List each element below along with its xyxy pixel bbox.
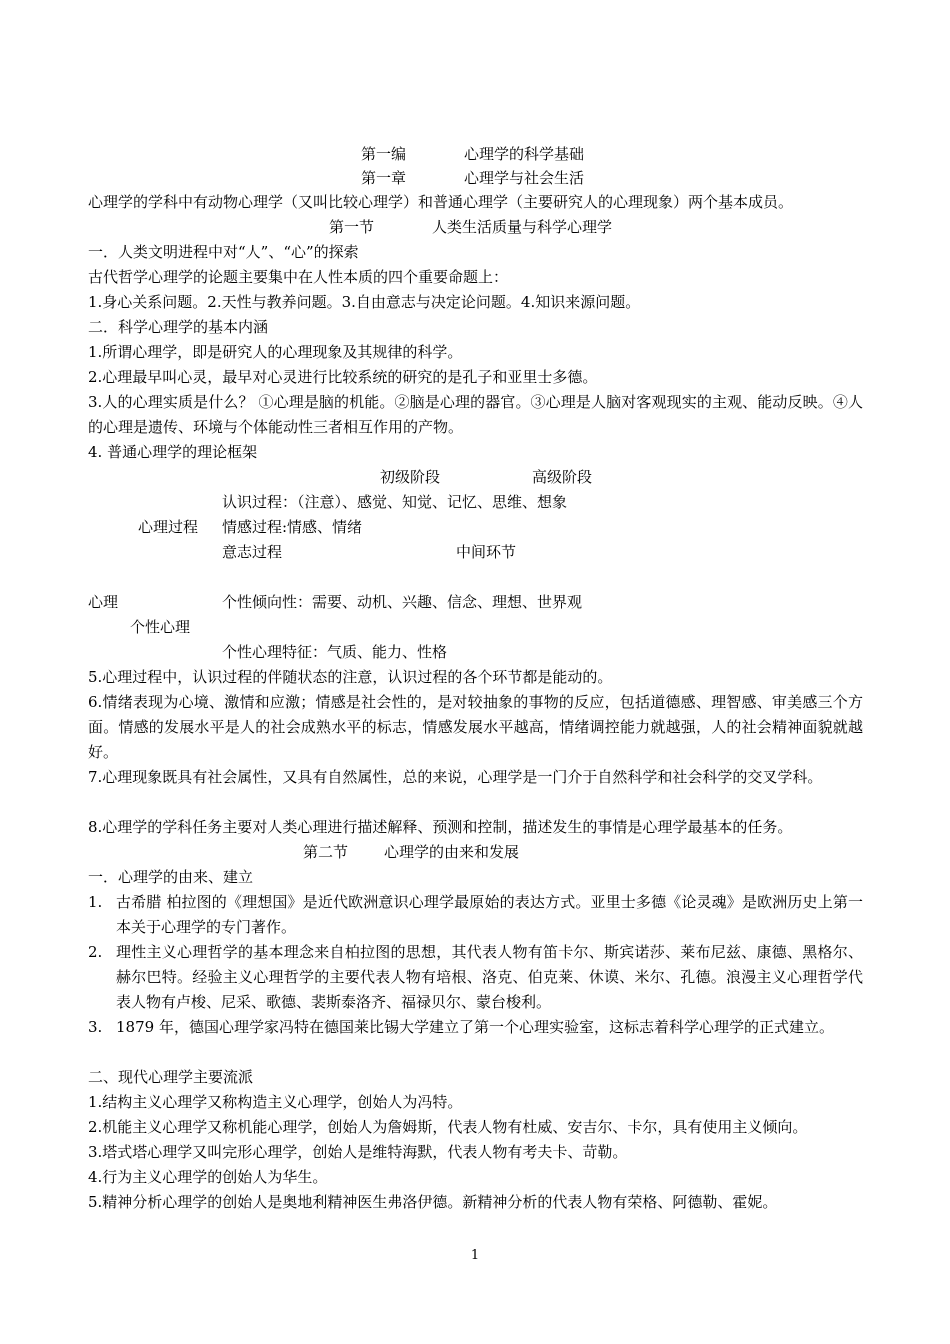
framework-middle-link: 中间环节 [456,543,517,561]
section1-part2-title: 二．科学心理学的基本内涵 [88,318,269,336]
list-item: 理性主义心理哲学的基本理念来自柏拉图的思想，其代表人物有笛卡尔、斯宾诺莎、莱布尼兹、康德、黑格尔、赫尔巴特。经验主义心理哲学的主要代表人物有培根、洛克、伯克莱、休谟、米尔、孔德。浪漫主义心理哲学代表人物有卢梭、尼采、歌德、裴斯泰洛齐、福禄贝尔、蒙台梭利。 [116,943,863,1011]
framework-primary-stage: 初级阶段 [380,468,441,486]
list-item-number: 2. [88,943,103,961]
section2-part1-title: 一．心理学的由来、建立 [88,868,254,886]
section1-label: 第一节 [329,218,375,236]
page-number: 1 [470,1248,480,1263]
framework-advanced-stage: 高级阶段 [532,468,593,486]
paragraph: 1.结构主义心理学又称构造主义心理学，创始人为冯特。 [88,1093,463,1111]
part-label: 第一编 [361,145,407,163]
paragraph: 5.心理过程中，认识过程的伴随状态的注意，认识过程的各个环节都是能动的。 [88,668,613,686]
part-title: 心理学的科学基础 [464,145,585,163]
paragraph: 4. 普通心理学的理论框架 [88,443,258,461]
paragraph: 1.身心关系问题。2.天性与教养问题。3.自由意志与决定论问题。4.知识来源问题。 [88,293,641,311]
framework-tendency: 个性倾向性：需要、动机、兴趣、信念、理想、世界观 [222,593,583,611]
framework-process-label: 心理过程 [138,518,199,536]
paragraph: 8.心理学的学科任务主要对人类心理进行描述解释、预测和控制，描述发生的事情是心理学最基本的任务。 [88,818,793,836]
framework-cognition: 认识过程：（注意）、感觉、知觉、记忆、思维、想象 [222,493,568,511]
section2-part2-title: 二、现代心理学主要流派 [88,1068,254,1086]
section1-part1-title: 一．人类文明进程中对“人”、“心”的探索 [88,243,359,261]
framework-traits: 个性心理特征：气质、能力、性格 [222,643,448,661]
list-item-number: 1. [88,893,103,911]
list-item-number: 3. [88,1018,103,1036]
paragraph: 2.心理最早叫心灵，最早对心灵进行比较系统的研究的是孔子和亚里士多德。 [88,368,598,386]
framework-will: 意志过程 [222,543,283,561]
section1-title: 人类生活质量与科学心理学 [432,218,613,236]
framework-emotion: 情感过程:情感、情绪 [222,518,363,536]
paragraph: 5.精神分析心理学的创始人是奥地利精神医生弗洛伊德。新精神分析的代表人物有荣格、阿德勒、霍妮。 [88,1193,778,1211]
paragraph: 1.所谓心理学，即是研究人的心理现象及其规律的科学。 [88,343,463,361]
framework-personality-label: 个性心理 [130,618,191,636]
paragraph: 6.情绪表现为心境、激情和应激；情感是社会性的，是对较抽象的事物的反应，包括道德感、理智感、审美感三个方面。情感的发展水平是人的社会成熟水平的标志，情感发展水平越高，情绪调控能力就越强，人的社会精神面貌就越好。 [88,693,863,761]
chapter-label: 第一章 [361,169,407,187]
list-item: 1879 年，德国心理学家冯特在德国莱比锡大学建立了第一个心理实验室，这标志着科学心理学的正式建立。 [116,1018,834,1036]
framework-mind-label: 心理 [88,593,119,611]
paragraph: 4.行为主义心理学的创始人为华生。 [88,1168,328,1186]
paragraph: 3.人的心理实质是什么？ ①心理是脑的机能。②脑是心理的器官。③心理是人脑对客观现实的主观、能动反映。④人的心理是遗传、环境与个体能动性三者相互作用的产物。 [88,393,863,436]
paragraph: 古代哲学心理学的论题主要集中在人性本质的四个重要命题上： [88,268,509,286]
section2-title: 心理学的由来和发展 [384,843,520,861]
chapter-title: 心理学与社会生活 [464,169,585,187]
paragraph: 7.心理现象既具有社会属性，又具有自然属性，总的来说，心理学是一门介于自然科学和社会科学的交叉学科。 [88,768,823,786]
intro-paragraph: 心理学的学科中有动物心理学（又叫比较心理学）和普通心理学（主要研究人的心理现象）两个基本成员。 [88,193,794,211]
list-item: 古希腊 柏拉图的《理想国》是近代欧洲意识心理学最原始的表达方式。亚里士多德《论灵魂》是欧洲历史上第一本关于心理学的专门著作。 [116,893,863,936]
paragraph: 2.机能主义心理学又称机能心理学，创始人为詹姆斯，代表人物有杜威、安吉尔、卡尔，具有使用主义倾向。 [88,1118,808,1136]
section2-label: 第二节 [303,843,349,861]
paragraph: 3.塔式塔心理学又叫完形心理学，创始人是维特海默，代表人物有考夫卡、苛勒。 [88,1143,628,1161]
